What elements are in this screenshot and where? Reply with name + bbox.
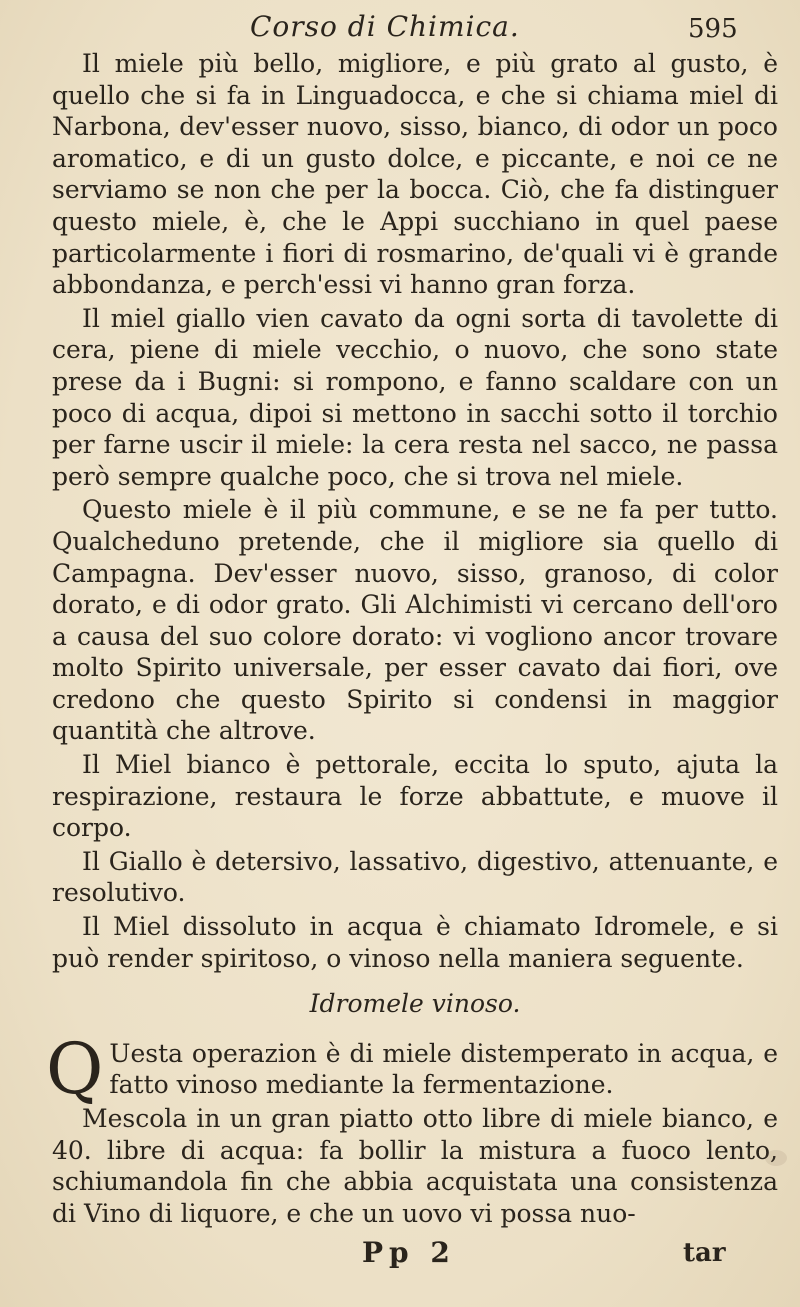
paragraph-idromele-intro: Il Miel dissoluto in acqua è chiamato Idromele, e si può render spiritoso, o vinoso nella maniera seguente. bbox=[52, 912, 778, 973]
paper-stain bbox=[765, 1150, 787, 1166]
paragraph-dropcap bbox=[46, 1027, 778, 1110]
paragraph-white-honey: Il miele più bello, migliore, e più grato al gusto, è quello che si fa in Linguadocca, e che si chiama miel di Narbona, dev'esser nuovo, sisso, bianco, di odor un poco aromatico, e di un gusto dolce, e piccante, e noi ce ne serviamo se non che per la bocca. Ciò, che fa distinguer questo miele, è, che le Appi succhiano in quel paese particolarmente i fiori di rosmarino, de'quali vi è grande abbondanza, e perch'essi vi hanno gran forza. bbox=[52, 49, 778, 300]
paragraph-common-honey: Questo miele è il più commune, e se ne fa per tutto. Qualcheduno pretende, che il migliore sia quello di Campagna. Dev'esser nuovo, sisso, granoso, di color dorato, e di odor grato. Gli Alchimisti vi cercano dell'oro a causa del suo colore dorato: vi vogliono ancor trovare molto Spirito universale, per esser cavato dai fiori, ove credono che questo Spirito si condensi in maggior quantità che altrove. bbox=[52, 495, 778, 746]
page-number: 595 bbox=[688, 14, 738, 44]
page-footer bbox=[0, 1236, 800, 1276]
page-header bbox=[0, 4, 800, 48]
catchword: tar bbox=[683, 1238, 726, 1268]
paragraph-yellow-honey: Il miel giallo vien cavato da ogni sorta di tavolette di cera, piene di miele vecchio, o nuovo, che sono state prese da i Bugni: si rompono, e fanno scaldare con un poco di acqua, dipoi si mettono in sacchi sotto il torchio per farne uscir il miele: la cera resta nel sacco, ne passa però sempre qualche poco, che si trova nel miele. bbox=[52, 303, 778, 491]
dropcap-text: Uesta operazion è di miele distemperato in acqua, e fatto vinoso mediante la fermentazione. bbox=[109, 1038, 778, 1100]
subheading: Idromele vinoso. bbox=[309, 989, 521, 1019]
signature-mark: Pp 2 bbox=[362, 1236, 456, 1269]
paragraph-recipe: Mescola in un gran piatto otto libre di miele bianco, e 40. libre di acqua: fa bollir la mistura a fuoco lento, schiumandola fin che abbia acquistata una consistenza di Vino di liquore, e che un uovo vi possa nuo- bbox=[52, 1104, 778, 1228]
paragraph-yellow-honey-virtues: Il Giallo è detersivo, lassativo, digestivo, attenuante, e resolutivo. bbox=[52, 846, 778, 908]
running-title: Corso di Chimica. bbox=[250, 10, 520, 43]
drop-cap-initial: Q bbox=[46, 1027, 104, 1110]
paragraph-white-honey-virtues: Il Miel bianco è pettorale, eccita lo sputo, ajuta la respirazione, restaura le forze abbattute, e muove il corpo. bbox=[52, 750, 778, 843]
page-body bbox=[46, 48, 778, 1229]
